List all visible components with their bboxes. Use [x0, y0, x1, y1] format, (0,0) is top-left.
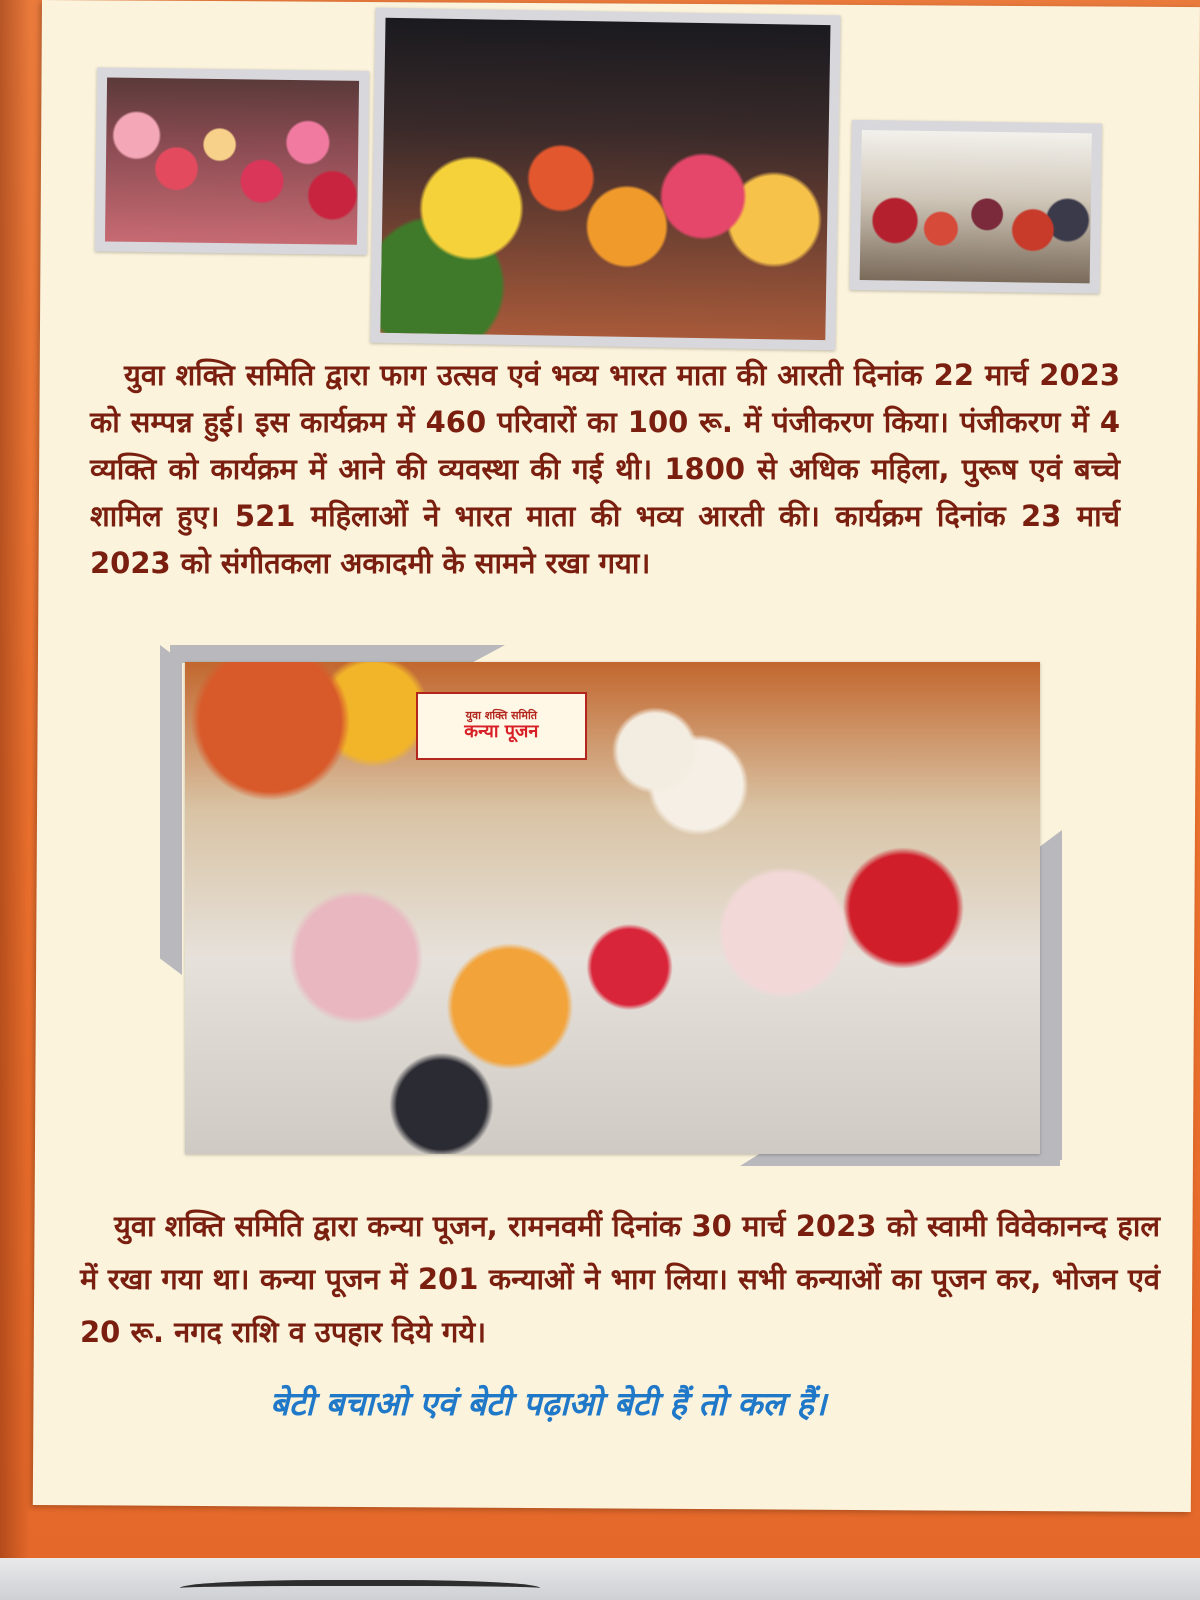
photo-image [185, 662, 1040, 1154]
ink-scribble [180, 1580, 540, 1600]
photo-image [105, 78, 359, 245]
photo-kanya-poojan [185, 662, 1040, 1154]
kanya-poojan-banner [416, 692, 587, 761]
desk-surface [0, 1558, 1200, 1600]
photo-image [380, 18, 830, 340]
paragraph-kanya-poojan: युवा शक्ति समिति द्वारा कन्या पूजन, रामनवमीं दिनांक 30 मार्च 2023 को स्वामी विवेकानन्द हाल में रखा गया था। कन्या पूजन में 201 कन्याओं ने भाग लिया। सभी कन्याओं का पूजन कर, भोजन एवं 20 रू. नगद राशि व उपहार दिये गये। [80, 1209, 1160, 1349]
banner-org-name: युवा शक्ति समिति [465, 709, 538, 722]
photo-event-women [850, 120, 1102, 294]
photo-bharat-mata-aarti [370, 8, 840, 351]
slogan-beti-bachao: बेटी बचाओ एवं बेटी पढ़ाओ बेटी हैं तो कल हैं। [270, 1384, 827, 1423]
photo-frame-corner-top [170, 645, 505, 663]
photo-frame-corner-left [160, 645, 182, 975]
photo-fag-utsav-women [95, 67, 369, 255]
banner-title: कन्या पूजन [464, 721, 539, 743]
paragraph-fag-utsav: युवा शक्ति समिति द्वारा फाग उत्सव एवं भव्य भारत माता की आरती दिनांक 22 मार्च 2023 को सम्पन्न हुई। इस कार्यक्रम में 460 परिवारों का 100 रू. में पंजीकरण किया। पंजीकरण में 4 व्यक्ति को कार्यक्रम में आने की व्यवस्था की गई थी। 1800 से अधिक महिला, पुरूष एवं बच्चे शामिल हुए। 521 महिलाओं ने भारत माता की भव्य आरती की। कार्यक्रम दिनांक 23 मार्च 2023 को संगीतकला अकादमी के सामने रखा गया। [90, 358, 1120, 580]
photo-image [860, 130, 1092, 283]
photo-frame-corner-right [1040, 830, 1062, 1160]
